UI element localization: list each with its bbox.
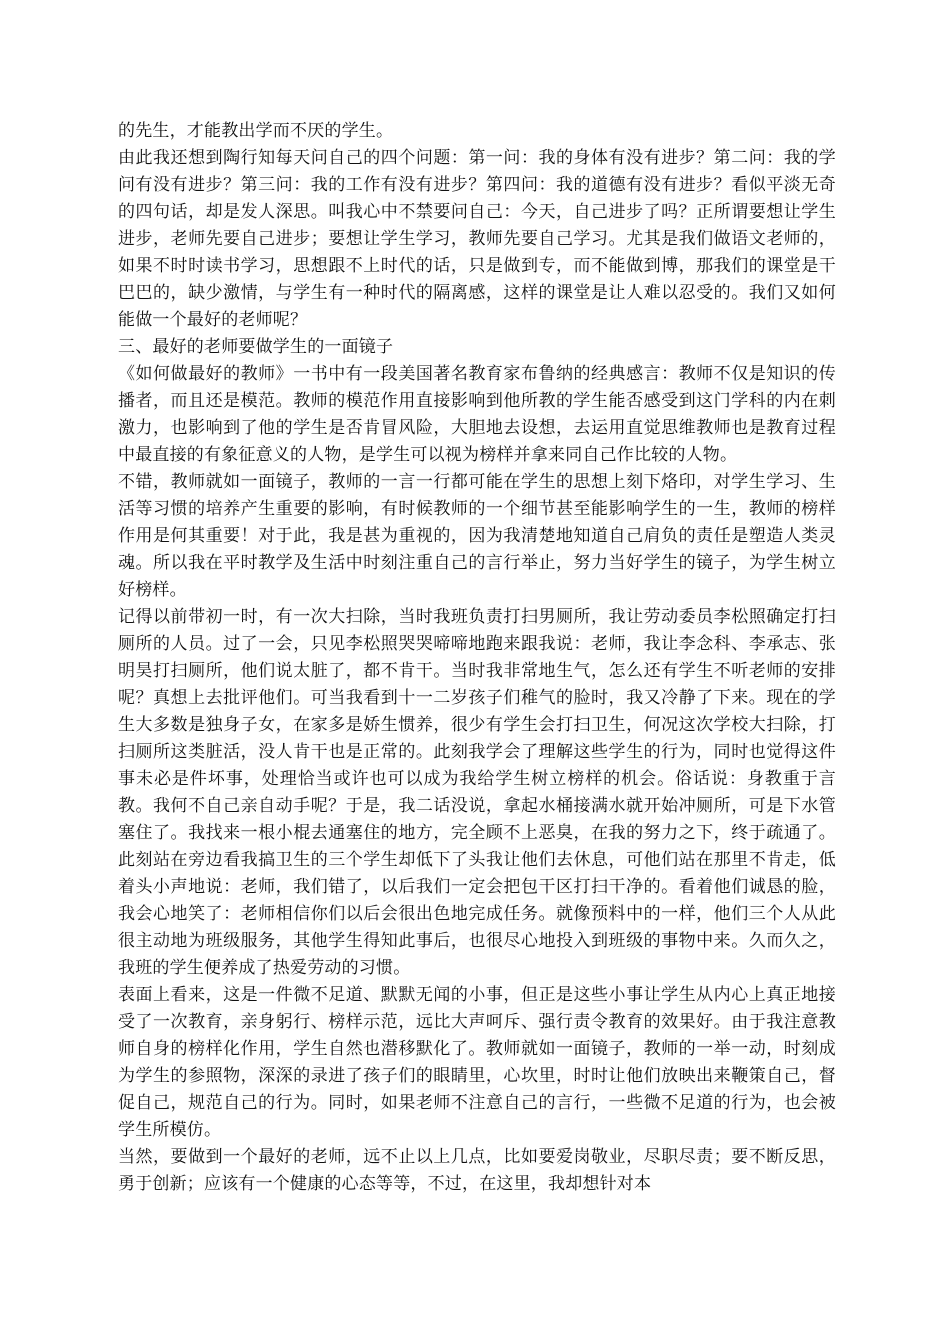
paragraph-mirror: 不错，教师就如一面镜子，教师的一言一行都可能在学生的思想上刻下烙印，对学生学习、生活等习惯的培养产生重要的影响，有时候教师的一个细节甚至能影响学生的一生，教师的榜样作用是何其重要！对于此，我是甚为重视的，因为我清楚地知道自己肩负的责任是塑造人类灵魂。所以我在平时教学及生活中时刻注重自己的言行举止，努力当好学生的镜子，为学生树立好榜样。 bbox=[118, 472, 836, 600]
paragraph-reflection: 表面上看来，这是一件微不足道、默默无闻的小事，但正是这些小事让学生从内心上真正地接受了一次教育，亲身躬行、榜样示范，远比大声呵斥、强行责令教育的效果好。由于我注意教师自身的榜样化作用，学生自然也潜移默化了。教师就如一面镜子，教师的一举一动，时刻成为学生的参照物，深深的录进了孩子们的眼睛里，心坎里，时时让他们放映出来鞭策自己，督促自己，规范自己的行为。同时，如果老师不注意自己的言行，一些微不足道的行为，也会被学生所模仿。 bbox=[118, 985, 836, 1140]
paragraph-cleaning-story: 记得以前带初一时，有一次大扫除，当时我班负责打扫男厕所，我让劳动委员李松照确定打扫厕所的人员。过了一会，只见李松照哭哭啼啼地跑来跟我说：老师，我让李念科、李承志、张明昊打扫厕所，他们说太脏了，都不肯干。当时我非常地生气，怎么还有学生不听老师的安排呢？真想上去批评他们。可当我看到十一二岁孩子们稚气的脸时，我又冷静了下来。现在的学生大多数是独身子女，在家多是娇生惯养，很少有学生会打扫卫生，何况这次学校大扫除，打扫厕所这类脏活，没人肯干也是正常的。此刻我学会了理解这些学生的行为，同时也觉得这件事未必是件坏事，处理恰当或许也可以成为我给学生树立榜样的机会。俗话说：身教重于言教。我何不自己亲自动手呢？于是，我二话没说，拿起水桶接满水就开始冲厕所，可是下水管塞住了。我找来一根小棍去通塞住的地方，完全顾不上恶臭，在我的努力之下，终于疏通了。此刻站在旁边看我搞卫生的三个学生却低下了头我让他们去休息，可他们站在那里不肯走，低着头小声地说：老师，我们错了，以后我们一定会把包干区打扫干净的。看着他们诚恳的脸，我会心地笑了：老师相信你们以后会很出色地完成任务。就像预料中的一样，他们三个人从此很主动地为班级服务，其他学生得知此事后，也很尽心地投入到班级的事物中来。久而久之，我班的学生便养成了热爱劳动的习惯。 bbox=[118, 607, 836, 978]
paragraph-conclusion: 当然，要做到一个最好的老师，远不止以上几点，比如要爱岗敬业，尽职尽责；要不断反思，勇于创新；应该有一个健康的心态等等，不过，在这里，我却想针对本 bbox=[118, 1147, 836, 1194]
section-heading: 三、最好的老师要做学生的一面镜子 bbox=[118, 337, 394, 357]
paragraph-bruner-quote: 《如何做最好的教师》一书中有一段美国著名教育家布鲁纳的经典感言：教师不仅是知识的传播者，而且还是模范。教师的模范作用直接影响到他所教的学生能否感受到这门学科的内在刺激力，也影响到了他的学生是否肯冒风险，大胆地去设想，去运用直觉思维教师也是教育过程中最直接的有象征意义的人物，是学生可以视为榜样并拿来同自己作比较的人物。 bbox=[118, 364, 836, 465]
paragraph-tao-xingzhi: 由此我还想到陶行知每天问自己的四个问题：第一问：我的身体有没有进步？第二问：我的学问有没有进步？第三问：我的工作有没有进步？第四问：我的道德有没有进步？看似平淡无奇的四句话，却是发人深思。叫我心中不禁要问自己：今天，自己进步了吗？正所谓要想让学生进步，老师先要自己进步；要想让学生学习，教师先要自己学习。尤其是我们做语文老师的，如果不时时读书学习，思想跟不上时代的话，只是做到专，而不能做到博，那我们的课堂是干巴巴的，缺少激情，与学生有一种时代的隔离感，这样的课堂是让人难以忍受的。我们又如何能做一个最好的老师呢？ bbox=[118, 148, 836, 330]
paragraph-continuation: 的先生，才能教出学而不厌的学生。 bbox=[118, 121, 394, 141]
document-page bbox=[118, 118, 836, 1198]
